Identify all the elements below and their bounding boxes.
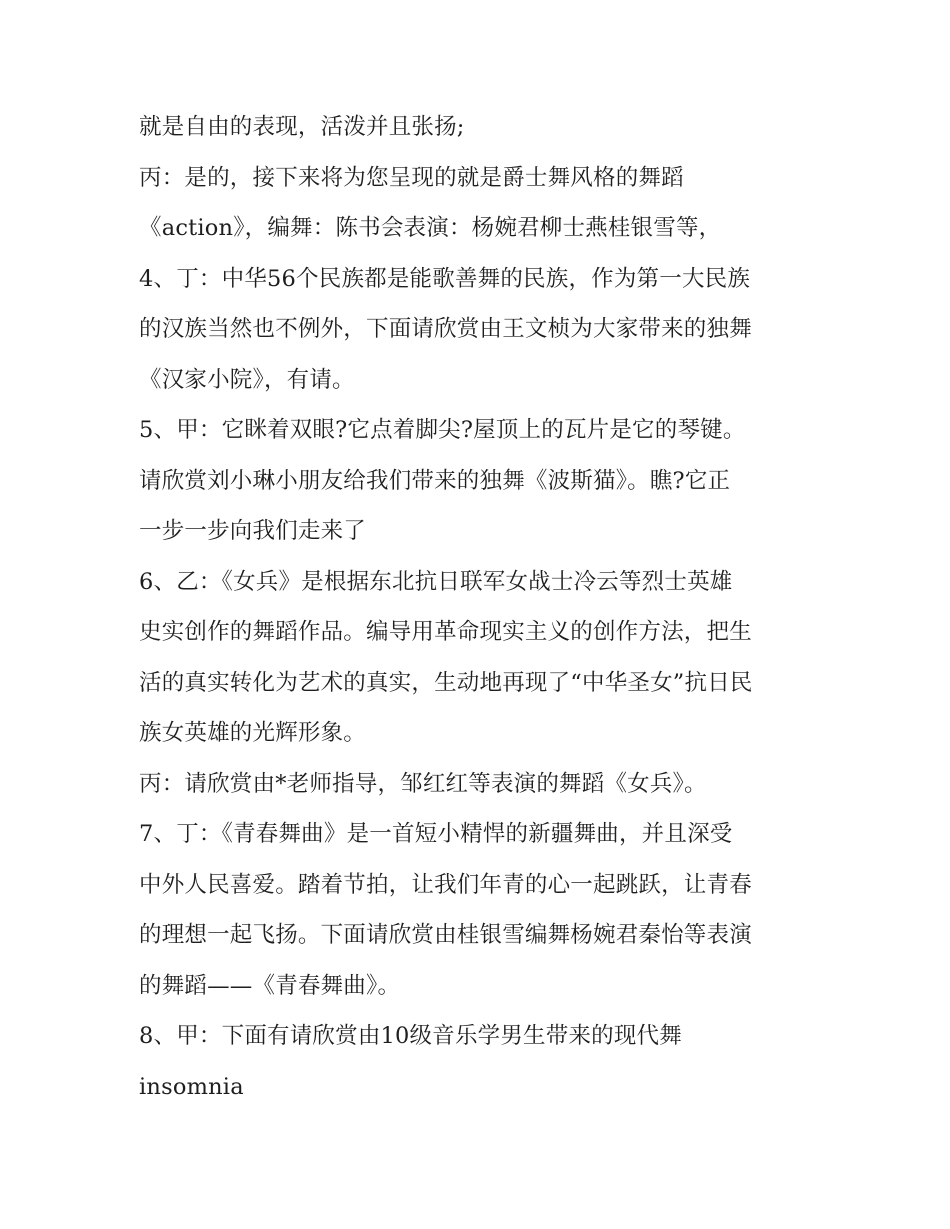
text-line: 史实创作的舞蹈作品。编导用革命现实主义的创作方法，把生 (139, 619, 752, 645)
text-line: 活的真实转化为艺术的真实，生动地再现了“中华圣女”抗日民 (139, 669, 753, 696)
text-line: 就是自由的表现，活泼并且张扬; (139, 114, 465, 140)
text-line: 《汉家小院》，有请。 (139, 366, 355, 393)
text-line: 丙：是的，接下来将为您呈现的就是爵士舞风格的舞蹈 (139, 164, 684, 191)
text-line: 中外人民喜爱。踏着节拍，让我们年青的心一起跳跃，让青春 (139, 871, 752, 898)
text-line: 请欣赏刘小琳小朋友给我们带来的独舞《波斯猫》。瞧?它正 (139, 467, 731, 494)
text-line: 的汉族当然也不例外，下面请欣赏由王文桢为大家带来的独舞 (139, 316, 752, 342)
text-line: 8、甲：下面有请欣赏由10级音乐学男生带来的现代舞 (139, 1023, 682, 1049)
text-line: 7、丁：《青春舞曲》是一首短小精悍的新疆舞曲，并且深受 (139, 821, 733, 847)
text-line: 6、乙：《女兵》是根据东北抗日联军女战士冷云等烈士英雄 (139, 568, 733, 595)
text-line: 《action》，编舞：陈书会表演：杨婉君柳士燕桂银雪等， (139, 215, 722, 241)
text-line: 5、甲：它眯着双眼?它点着脚尖?屋顶上的瓦片是它的琴键。 (139, 417, 746, 443)
text-line: 丙：请欣赏由*老师指导，邹红红等表演的舞蹈《女兵》。 (139, 770, 707, 797)
text-line: 的理想一起飞扬。下面请欣赏由桂银雪编舞杨婉君秦怡等表演 (139, 922, 752, 948)
text-line: 的舞蹈——《青春舞曲》。 (139, 972, 401, 999)
text-line: 4、丁：中华56个民族都是能歌善舞的民族，作为第一大民族 (139, 265, 751, 292)
text-line: 族女英雄的光辉形象。 (139, 720, 367, 746)
text-line: insomnia (139, 1073, 244, 1100)
text-line: 一步一步向我们走来了 (139, 518, 367, 544)
document-body (139, 102, 829, 1112)
